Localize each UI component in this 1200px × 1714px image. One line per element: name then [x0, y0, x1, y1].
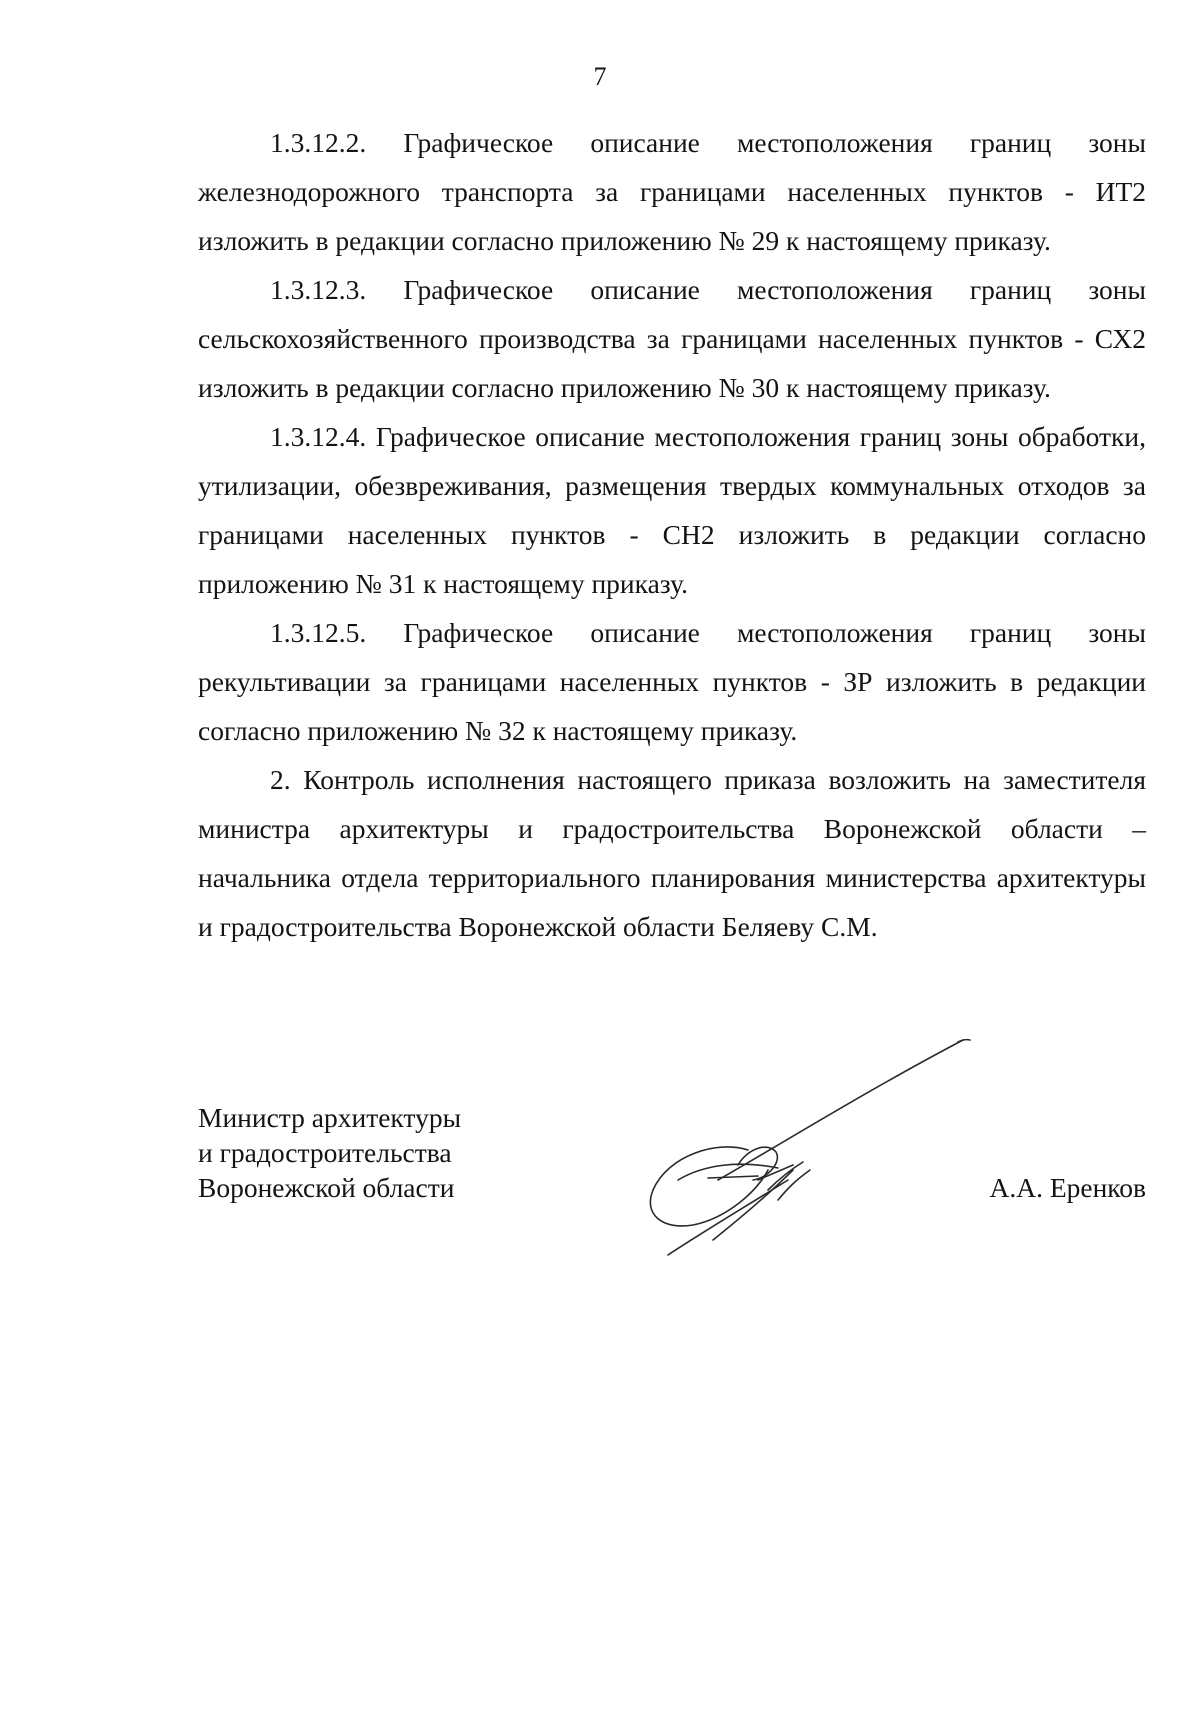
- paragraph-1-3-12-2: 1.3.12.2. Графическое описание местоположения границ зоны железнодорожного транспорта за границами населенных пунктов - ИТ2 изложить в редакции согласно приложению № 29 к настоящему приказу.: [198, 127, 1146, 256]
- handwritten-signature-icon: [618, 1030, 978, 1260]
- signer-title-line: и градостроительства: [198, 1137, 452, 1168]
- signer-name: А.А. Еренков: [989, 1172, 1146, 1203]
- signer-title: [198, 1100, 461, 1205]
- signer-title-line: Воронежской области: [198, 1172, 455, 1203]
- paragraph-1-3-12-3: 1.3.12.3. Графическое описание местоположения границ зоны сельскохозяйственного производства за границами населенных пунктов - СХ2 изложить в редакции согласно приложению № 30 к настоящему приказу.: [198, 274, 1146, 403]
- paragraph-2-control: 2. Контроль исполнения настоящего приказа возложить на заместителя министра архитектуры и градостроительства Воронежской области – начальника отдела территориального планирования министерства архитектуры и градостроительства Воронежской области Беляеву С.М.: [198, 764, 1146, 942]
- page-number: 7: [593, 62, 607, 91]
- paragraph-1-3-12-5: 1.3.12.5. Графическое описание местоположения границ зоны рекультивации за границами населенных пунктов - ЗР изложить в редакции согласно приложению № 32 к настоящему приказу.: [198, 617, 1146, 746]
- signature-block: [198, 1100, 1146, 1300]
- paragraph-1-3-12-4: 1.3.12.4. Графическое описание местоположения границ зоны обработки, утилизации, обезвреживания, размещения твердых коммунальных отходов за границами населенных пунктов - СН2 изложить в редакции согласно приложению № 31 к настоящему приказу.: [198, 421, 1146, 599]
- document-body: [198, 118, 1146, 951]
- signer-title-line: Министр архитектуры: [198, 1102, 462, 1133]
